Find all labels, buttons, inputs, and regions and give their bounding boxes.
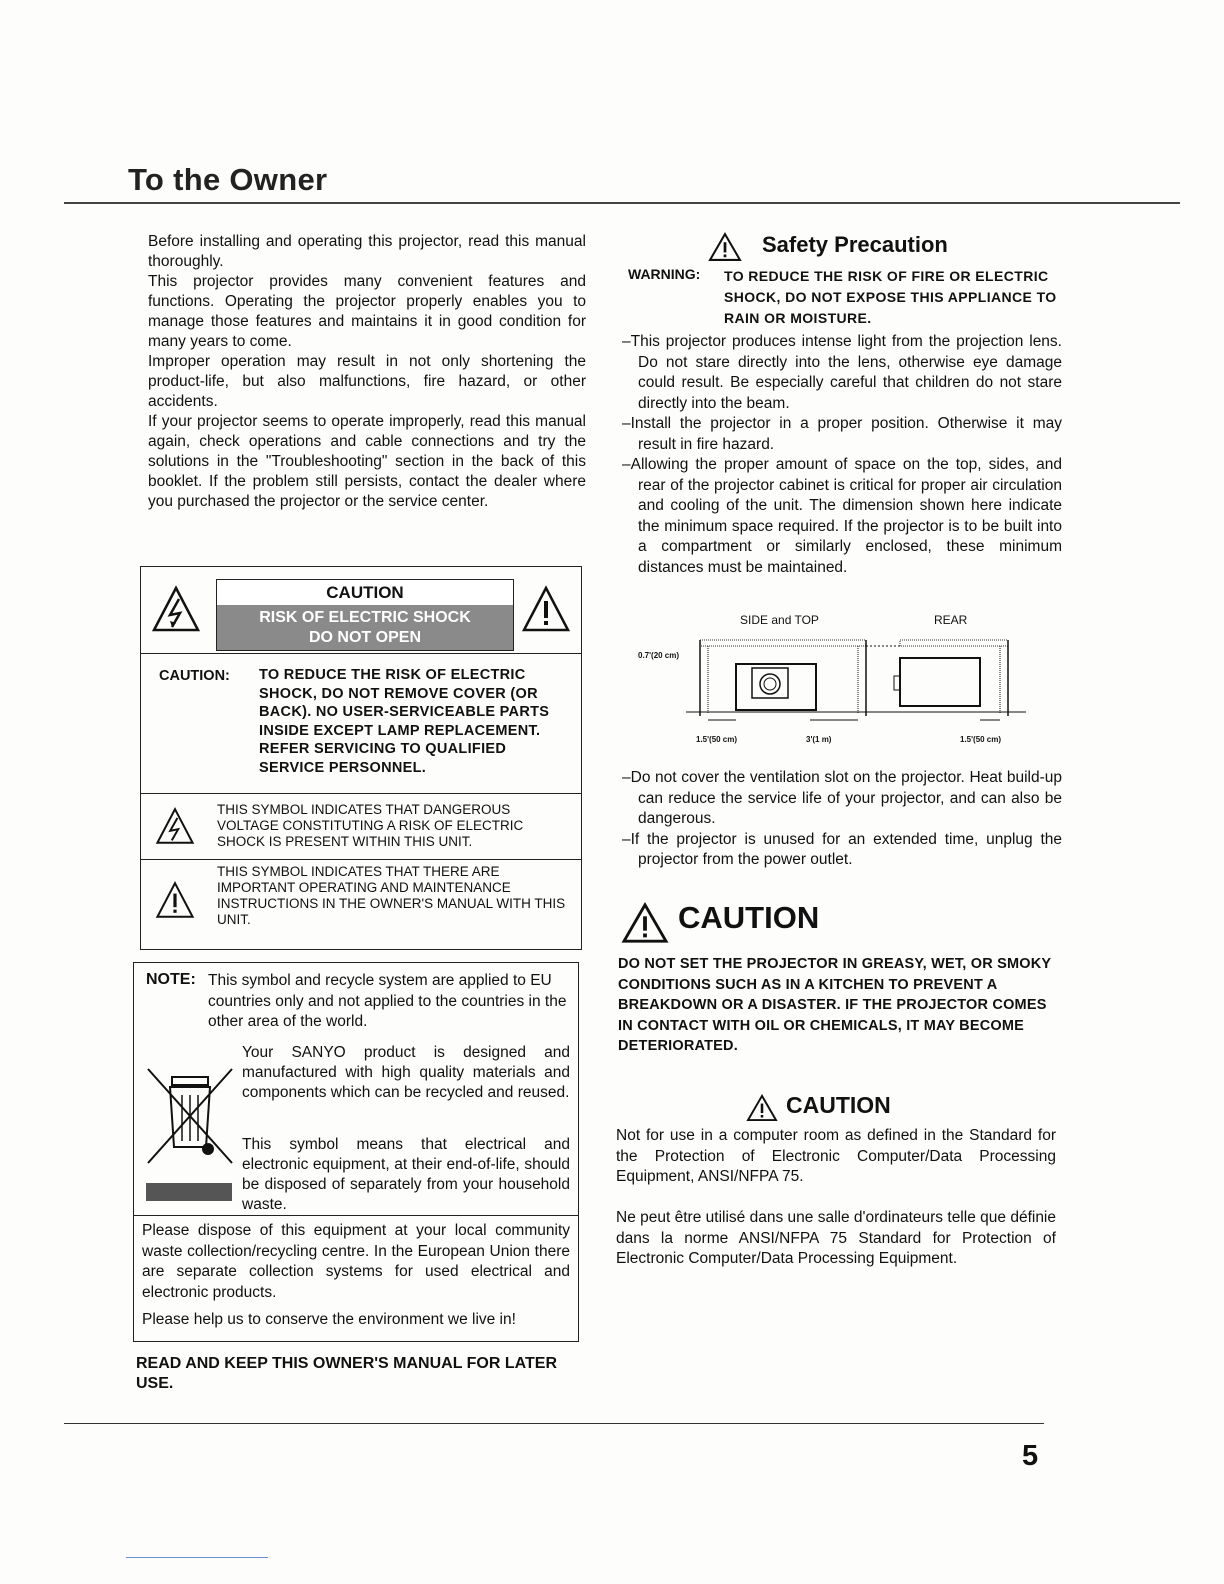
warning-label: WARNING:: [628, 266, 701, 282]
title-divider: [64, 202, 1180, 204]
rear-clearance-label: 1.5'(50 cm): [960, 735, 1002, 744]
caution-statement: [141, 653, 581, 794]
electric-warning-icon: [151, 585, 201, 633]
clearance-diagram: [636, 606, 1056, 756]
conserve-text: Please help us to conserve the environment we live in!: [142, 1311, 516, 1328]
banner-line: RISK OF ELECTRIC SHOCK: [259, 609, 471, 626]
warning-text: TO REDUCE THE RISK OF FIRE OR ELECTRIC SHOCK, DO NOT EXPOSE THIS APPLIANCE TO RAIN OR MOISTURE.: [724, 268, 1057, 326]
note-divider: [134, 1215, 578, 1216]
front-clearance-label: 3'(1 m): [806, 735, 832, 744]
intro-section: [148, 232, 586, 512]
safety-bullet: –Install the projector in a proper position. Otherwise it may result in fire hazard.: [622, 415, 1062, 453]
exclamation-warning-icon: [746, 1094, 778, 1122]
banner-title: CAUTION: [217, 580, 513, 605]
note-text: This symbol and recycle system are applied to EU countries only and not applied to the countries in the other area of the world.: [208, 972, 567, 1030]
safety-bullet: –If the projector is unused for an extended time, unplug the projector from the power outlet.: [622, 830, 1062, 868]
exclamation-warning-icon: [521, 585, 571, 633]
exclamation-warning-icon: [155, 880, 195, 920]
top-clearance-label: 0.7'(20 cm): [638, 651, 680, 660]
electric-warning-icon: [155, 806, 195, 846]
instructions-symbol-text: THIS SYMBOL INDICATES THAT THERE ARE IMPORTANT OPERATING AND MAINTENANCE INSTRUCTIONS IN THE OWNER'S MANUAL WITH THIS UNIT.: [217, 864, 566, 927]
weee-text-disposal: This symbol means that electrical and electronic equipment, at their end-of-life, should be disposed of separately from your household waste.: [242, 1136, 570, 1213]
safety-title: Safety Precaution: [762, 232, 948, 257]
computer-room-text-french: Ne peut être utilisé dans une salle d'ordinateurs telle que définie dans la norme ANSI/NFPA 75 Standard for Protection of Electronic Computer/Data Processing Equipment.: [616, 1209, 1056, 1267]
exclamation-warning-icon: [708, 232, 742, 262]
weee-bar-symbol: [146, 1183, 232, 1201]
intro-paragraph: This projector provides many convenient features and functions. Operating the projector properly enables you to manage those features and maintains it in good condition for many years to come.: [148, 273, 586, 350]
page-title: To the Owner: [128, 162, 328, 197]
caution-banner: [216, 579, 514, 651]
intro-paragraph: Before installing and operating this projector, read this manual thoroughly.: [148, 233, 586, 270]
safety-bullets: [622, 332, 1062, 578]
safety-bullet: –This projector produces intense light from the projection lens. Do not stare directly into the lens, otherwise eye damage could result. Be especially careful that children do not stare directly into the beam.: [622, 333, 1062, 412]
footer-mark: [126, 1557, 268, 1558]
caution-label: CAUTION:: [159, 668, 230, 684]
note-box: [133, 962, 579, 1342]
crossed-bin-icon: [140, 1055, 240, 1175]
banner-subtitle: [217, 605, 513, 650]
caution-header: [141, 567, 581, 653]
computer-room-text: Not for use in a computer room as defined in the Standard for the Protection of Electronic Computer/Data Processing Equipment, ANSI/NFPA 75.: [616, 1127, 1056, 1185]
side-top-label: SIDE and TOP: [740, 613, 819, 627]
safety-bullet: –Do not cover the ventilation slot on the projector. Heat build-up can reduce the service life of your projector, and can also be dangerous.: [622, 769, 1062, 827]
caution-text: TO REDUCE THE RISK OF ELECTRIC SHOCK, DO NOT REMOVE COVER (OR BACK). NO USER-SERVICEABLE PARTS INSIDE EXCEPT LAMP REPLACEMENT. REFER SERVICING TO QUALIFIED SERVICE PERSONNEL.: [259, 667, 550, 776]
exclamation-warning-icon: [620, 902, 670, 944]
note-label: NOTE:: [146, 971, 196, 988]
safety-bullet: –Allowing the proper amount of space on the top, sides, and rear of the projector cabinet is critical for proper air circulation and cooling of the unit. The dimension shown here indicate the minimum space required. If the projector is to be built into a compartment or similarly enclosed, these minimum distances must be maintained.: [622, 456, 1062, 576]
caution-heading: CAUTION: [678, 900, 820, 935]
intro-paragraph: Improper operation may result in not only shortening the product-life, but also malfunctions, fire hazard, or other accidents.: [148, 353, 586, 410]
caution-subheading: CAUTION: [786, 1092, 891, 1118]
page-number: 5: [1022, 1440, 1039, 1472]
read-keep-notice: READ AND KEEP THIS OWNER'S MANUAL FOR LATER USE.: [136, 1355, 557, 1392]
banner-line: DO NOT OPEN: [308, 629, 421, 646]
caution-box: [140, 566, 582, 950]
weee-text-recyclable: Your SANYO product is designed and manufactured with high quality materials and components which can be recycled and reused.: [242, 1044, 570, 1101]
rear-label: REAR: [934, 613, 968, 627]
caution-greasy-text: DO NOT SET THE PROJECTOR IN GREASY, WET, OR SMOKY CONDITIONS SUCH AS IN A KITCHEN TO PREVENT A BREAKDOWN OR A DISASTER. IF THE PROJECTOR COMES IN CONTACT WITH OIL OR CHEMICALS, IT MAY BECOME DETERIORATED.: [618, 956, 1052, 1054]
intro-paragraph: If your projector seems to operate improperly, read this manual again, check operations and cable connections and try the solutions in the "Troubleshooting" section in the back of this booklet. If the problem still persists, contact the dealer where you purchased the projector or the service center.: [148, 413, 586, 510]
instructions-symbol-row: [141, 859, 581, 950]
voltage-symbol-row: [141, 793, 581, 860]
voltage-symbol-text: THIS SYMBOL INDICATES THAT DANGEROUS VOLTAGE CONSTITUTING A RISK OF ELECTRIC SHOCK IS PRESENT WITHIN THIS UNIT.: [217, 802, 524, 849]
dispose-text: Please dispose of this equipment at your local community waste collection/recycling centre. In the European Union there are separate collection systems for used electrical and electronic products.: [142, 1222, 570, 1301]
footer-divider: [64, 1423, 1044, 1424]
side-clearance-label: 1.5'(50 cm): [696, 735, 738, 744]
safety-bullets-continued: [622, 768, 1062, 871]
